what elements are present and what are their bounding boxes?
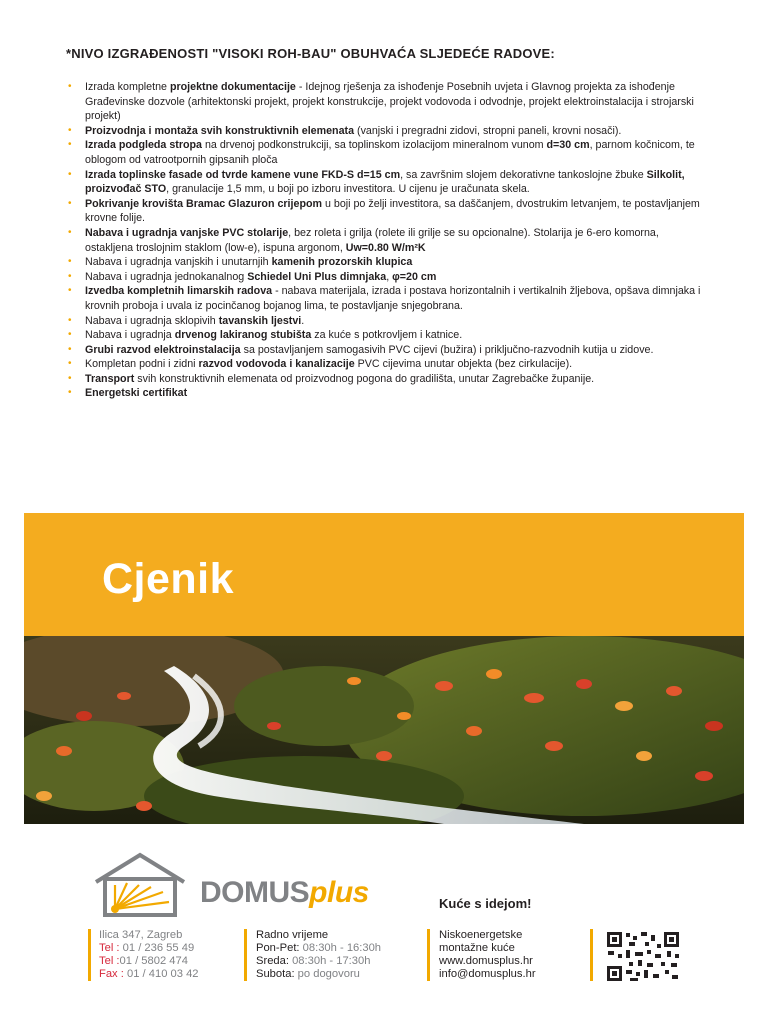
work-item-text: - Idejnog rješenja za ishođenje Posebnih uvjeta i Glavnog projekta za ishođenje Građevinske dozvole (arhitektonski projekt, projekt konstrukcije, projekt vodovoda i odvodnje, projekt elektroinstalacija i strojarski projekt) bbox=[85, 81, 694, 123]
work-item bbox=[68, 314, 708, 329]
website-link[interactable]: www.domusplus.hr bbox=[439, 955, 533, 967]
bullet-icon: • bbox=[68, 168, 72, 180]
work-item-text: - nabava materijala, izrada i postava horizontalnih i vertikalnih žljebova, opšava dimnjaka i krovnih proboja i uvala iz pocinčanog bojanog lima, te postavljanje snjegobrana. bbox=[85, 285, 701, 312]
work-item-emphasis: d=30 cm bbox=[546, 139, 590, 152]
work-item-emphasis: Transport bbox=[85, 372, 135, 385]
bullet-icon: • bbox=[68, 314, 72, 326]
work-item bbox=[68, 328, 708, 343]
work-item bbox=[68, 138, 708, 167]
work-item-text: , granulacije 1,5 mm, u boji po izboru investitora. U cijenu je uračunata skela. bbox=[166, 183, 530, 196]
work-item-text: Kompletan podni i zidni bbox=[85, 358, 199, 371]
work-item bbox=[68, 80, 708, 124]
work-item-emphasis: Energetski certifikat bbox=[85, 387, 188, 400]
work-item-emphasis: kamenih prozorskih klupica bbox=[271, 256, 413, 269]
info-line-1: Niskoenergetske bbox=[439, 929, 523, 941]
work-item-emphasis: razvod vodovoda i kanalizacije bbox=[198, 358, 355, 371]
works-list bbox=[68, 80, 708, 401]
work-item-emphasis: Izrada toplinske fasade od tvrde kamene vune FKD-S d=15 cm bbox=[85, 168, 401, 181]
bullet-icon: • bbox=[68, 285, 72, 297]
work-item-text: , bez roleta i grilja (rolete ili grilje se su opcionalne). Stolarija je 6-ero komorna, ostakljena troslojnim staklom (low-e), ispuna argonom, bbox=[85, 226, 659, 254]
info-column bbox=[439, 929, 536, 981]
work-item bbox=[68, 255, 708, 270]
contact-column bbox=[99, 929, 199, 981]
page-heading: *NIVO IZGRAĐENOSTI "VISOKI ROH-BAU" OBUHVAĆA SLJEDEĆE RADOVE: bbox=[66, 46, 555, 61]
work-item-text: , sa završnim slojem dekorativne tankoslojne žbuke bbox=[400, 168, 647, 181]
work-item-emphasis: Silkolit, proizvođač STO bbox=[85, 168, 685, 196]
hours-row: Sreda: 08:30h - 17:30h bbox=[256, 955, 371, 967]
hours-row: Pon-Pet: 08:30h - 16:30h bbox=[256, 942, 382, 954]
work-item-emphasis: Izrada podgleda stropa bbox=[85, 139, 202, 152]
work-item-text: Nabava i ugradnja jednokanalnog bbox=[85, 270, 248, 283]
work-item bbox=[68, 168, 708, 197]
work-item-text: u boji po želji investitora, sa daščanjem, dvostrukim letvanjem, te postavljanjem krovne folije. bbox=[85, 197, 700, 225]
cjenik-title: Cjenik bbox=[102, 555, 235, 603]
work-item-emphasis: Uw=0.80 W/m²K bbox=[345, 241, 426, 254]
work-item-text: PVC cijevima unutar objekta (bez cirkulacije). bbox=[354, 358, 573, 371]
bullet-icon: • bbox=[68, 358, 72, 370]
work-item-text: Nabava i ugradnja bbox=[85, 329, 175, 342]
phone-2: Tel :01 / 5802 474 bbox=[99, 955, 188, 967]
work-item-text: , bbox=[386, 270, 393, 283]
work-item-emphasis: Izvedba kompletnih limarskih radova bbox=[85, 285, 273, 298]
work-item-emphasis: tavanskih ljestvi bbox=[218, 314, 302, 327]
work-item bbox=[68, 284, 708, 313]
bullet-icon: • bbox=[68, 270, 72, 282]
work-item-text: (vanjski i pregradni zidovi, stropni paneli, krovni nosači). bbox=[354, 124, 622, 137]
work-item-emphasis: projektne dokumentacije bbox=[169, 81, 296, 93]
hours-column bbox=[256, 929, 381, 981]
bullet-icon: • bbox=[68, 372, 72, 384]
bullet-icon: • bbox=[68, 124, 72, 136]
qr-divider bbox=[590, 929, 593, 981]
email-link[interactable]: info@domusplus.hr bbox=[439, 968, 536, 980]
work-item-text: Nabava i ugradnja vanjskih i unutarnjih bbox=[85, 256, 272, 269]
waterfall-illustration bbox=[24, 636, 744, 824]
work-item-emphasis: φ=20 cm bbox=[392, 270, 437, 283]
work-item bbox=[68, 270, 708, 285]
brand-wordmark bbox=[200, 876, 369, 910]
work-item-text: sa postavljanjem samogasivih PVC cijevi (bužira) i priključno-razvodnih kutija u zidove. bbox=[240, 343, 654, 356]
bullet-icon: • bbox=[68, 81, 72, 92]
hours-row: Subota: po dogovoru bbox=[256, 968, 360, 980]
bullet-icon: • bbox=[68, 329, 72, 341]
work-item-emphasis: Proizvodnja i montaža svih konstruktivnih elemenata bbox=[85, 124, 355, 137]
work-item-text: . bbox=[301, 314, 305, 327]
address: Ilica 347, Zagreb bbox=[99, 929, 183, 941]
brand-slogan: Kuće s idejom! bbox=[439, 896, 532, 911]
waterfall-photo bbox=[24, 636, 744, 824]
work-item bbox=[68, 386, 708, 401]
work-item bbox=[68, 357, 708, 372]
work-item bbox=[68, 197, 708, 226]
work-item-emphasis: Pokrivanje krovišta Bramac Glazuron crijepom bbox=[85, 197, 322, 210]
work-item-text: svih konstruktivnih elemenata od proizvodnog pogona do gradilišta, unutar Zagrebačke županije. bbox=[134, 372, 595, 385]
bullet-icon: • bbox=[68, 343, 72, 355]
work-item-text: na drvenoj podkonstrukciji, sa toplinskom izolacijom mineralnom vunom bbox=[202, 139, 547, 152]
info-line-2: montažne kuće bbox=[439, 942, 515, 954]
work-item-emphasis: Grubi razvod elektroinstalacija bbox=[85, 343, 241, 356]
hours-title: Radno vrijeme bbox=[256, 929, 329, 941]
domusplus-house-logo bbox=[93, 852, 188, 918]
work-item-text: Izrada kompletne bbox=[85, 81, 170, 93]
brand-plus: plus bbox=[309, 876, 369, 909]
work-item-text: , parnom kočnicom, te oblogom od vatrootpornih gipsanih ploča bbox=[85, 139, 695, 166]
fax: Fax : 01 / 410 03 42 bbox=[99, 968, 199, 980]
brand-domus: DOMUS bbox=[200, 876, 310, 909]
info-divider bbox=[427, 929, 430, 981]
contact-divider bbox=[88, 929, 91, 981]
work-item bbox=[68, 226, 708, 255]
phone-1: Tel : 01 / 236 55 49 bbox=[99, 942, 195, 954]
bullet-icon: • bbox=[68, 387, 72, 399]
work-item bbox=[68, 124, 708, 139]
qr-code-icon[interactable] bbox=[605, 930, 681, 983]
work-item bbox=[68, 372, 708, 387]
work-item bbox=[68, 343, 708, 358]
bullet-icon: • bbox=[68, 197, 72, 209]
bullet-icon: • bbox=[68, 226, 72, 238]
work-item-text: za kuće s potkrovljem i katnice. bbox=[311, 329, 463, 342]
bullet-icon: • bbox=[68, 256, 72, 268]
work-item-text: Nabava i ugradnja sklopivih bbox=[85, 314, 219, 327]
work-item-emphasis: Nabava i ugradnja vanjske PVC stolarije bbox=[85, 226, 289, 239]
work-item-emphasis: drvenog lakiranog stubišta bbox=[174, 329, 312, 342]
bullet-icon: • bbox=[68, 139, 72, 151]
cjenik-banner bbox=[24, 513, 744, 636]
hours-divider bbox=[244, 929, 247, 981]
work-item-emphasis: Schiedel Uni Plus dimnjaka bbox=[247, 270, 387, 283]
